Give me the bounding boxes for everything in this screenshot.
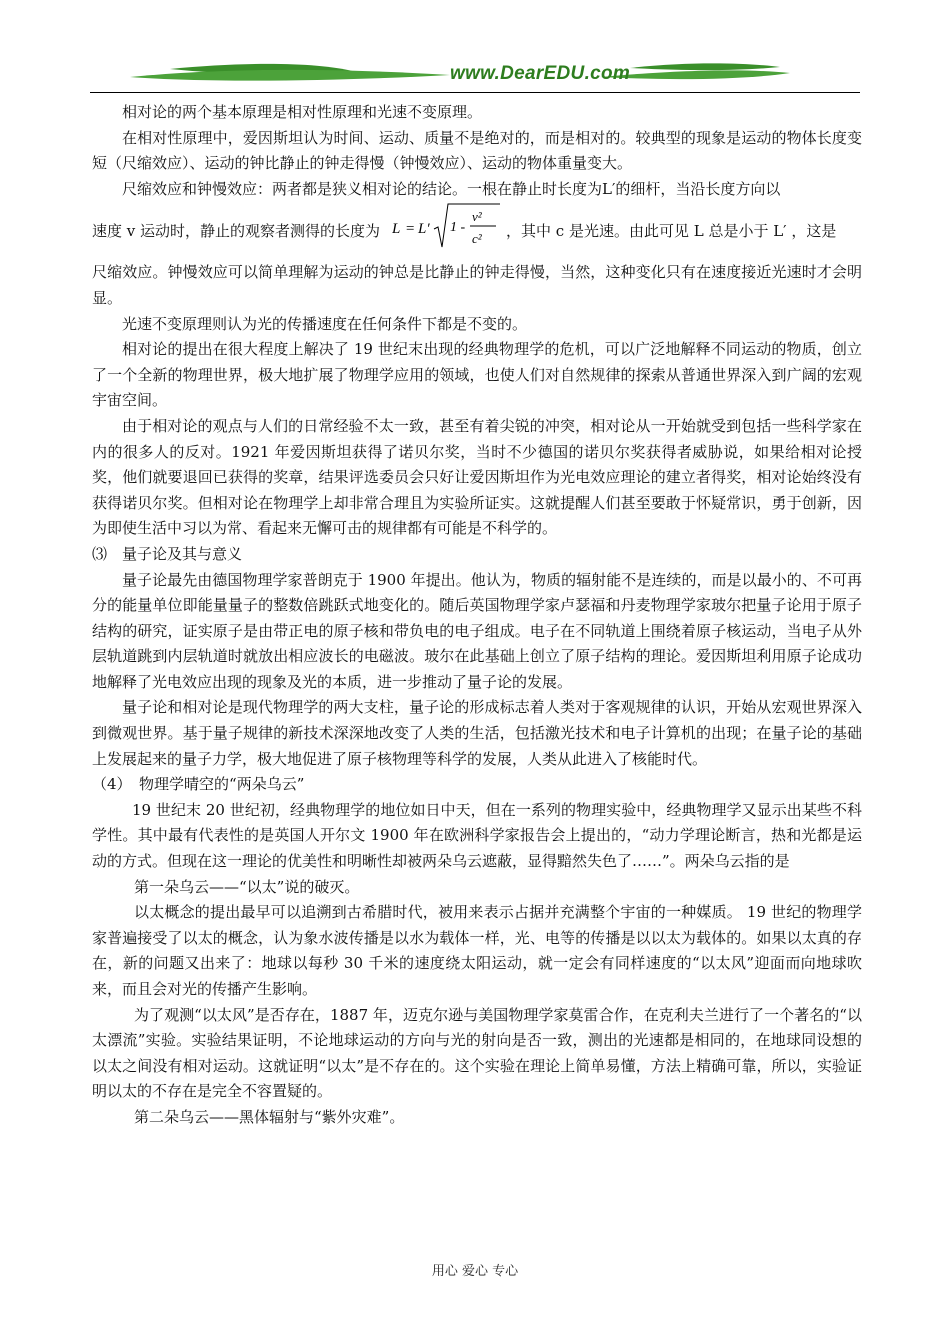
formula-trail-text: ，其中 c 是光速。由此可见 L 总是小于 L′ ，这是: [506, 221, 837, 240]
paragraph: 为了观测“以太风”是否存在，1887 年，迈克尔逊与美国物理学家莫雷合作，在克利夫兰进行了一个著名的“以太漂流”实验。实验结果证明，不论地球运动的方向与光的射向是否一致，测出的光速都是相同的，在地球同设想的以太之间没有相对运动。这就证明“以太”是不存在的。这个实验在理论上简单易懂，方法上精确可靠，所以，实验证明以太的不存在是完全不容置疑的。: [92, 1005, 862, 1101]
subheading: 第一朵乌云——“以太”说的破灭。: [134, 877, 360, 896]
formula-numerator: v²: [472, 208, 482, 224]
page-header: [90, 55, 860, 95]
formula-line: [92, 202, 862, 260]
paragraph: 尺缩效应和钟慢效应：两者都是狭义相对论的结论。一根在静止时长度为L′的细杆，当沿长度方向以: [122, 179, 781, 198]
header-divider: [90, 92, 860, 93]
paragraph: 由于相对论的观点与人们的日常经验不太一致，甚至有着尖锐的冲突，相对论从一开始就受到包括一些科学家在内的很多人的反对。1921 年爱因斯坦获得了诺贝尔奖，当时不少德国的诺贝尔奖获得者威胁说，如果给相对论授奖，他们就要退回已获得的奖章，结果评选委员会只好让爱因斯坦作为光电效应理论的建立者得奖，相对论始终没有获得诺贝尔奖。但相对论在物理学上却非常合理且为实验所证实。这就提醒人们甚至要敢于怀疑常识，勇于创新，因为即使生活中习以为常、看起来无懈可击的规律都有可能是不科学的。: [92, 416, 862, 538]
formula-one: 1 -: [450, 219, 466, 235]
subheading: 第二朵乌云——黑体辐射与“紫外灾难”。: [134, 1107, 405, 1126]
site-logo-text[interactable]: www.DearEDU.com: [450, 63, 631, 84]
formula-lead-text: 速度 v 运动时，静止的观察者测得的长度为: [92, 221, 381, 240]
paragraph: 量子论最先由德国物理学家普朗克于 1900 年提出。他认为，物质的辐射能不是连续的，而是以最小的、不可再分的能量单位即能量量子的整数倍跳跃式地变化的。随后英国物理学家卢瑟福和丹麦物理学家玻尔把量子论用于原子结构的研究，证实原子是由带正电的原子核和带负电的电子组成。电子在不同轨道上围绕着原子核运动，当电子从外层轨道跳到内层轨道时就放出相应波长的电磁波。玻尔在此基础上创立了原子结构的理论。爱因斯坦利用原子论成功地解释了光电效应出现的现象及光的本质，进一步推动了量子论的发展。: [92, 570, 862, 691]
paragraph: 光速不变原理则认为光的传播速度在任何条件下都是不变的。: [122, 314, 528, 333]
paragraph: 相对论的提出在很大程度上解决了 19 世纪末出现的经典物理学的危机，可以广泛地解释不同运动的物质，创立了一个全新的物理世界，极大地扩展了物理学应用的领域，也使人们对自然规律的探索从普通世界深入到广阔的宏观宇宙空间。: [92, 340, 862, 410]
page-footer: 用心 爱心 专心: [431, 1264, 519, 1279]
paragraph: 相对论的两个基本原理是相对性原理和光速不变原理。: [122, 103, 483, 121]
paragraph: 19 世纪末 20 世纪初，经典物理学的地位如日中天，但在一系列的物理实验中，经典物理学又显示出某些不科学性。其中最有代表性的是英国人开尔文 1900 年在欧洲科学家报告会上提出的，“动力学理论断言，热和光都是运动的方式。但现在这一理论的优美性和明晰性却被两朵乌云遮蔽，显得黯然失色了……”。两朵乌云指的是: [92, 800, 862, 871]
formula-denominator: c²: [472, 230, 482, 246]
formula-coef: L′: [418, 220, 430, 237]
formula-lhs: L: [392, 220, 401, 237]
paragraph: 量子论和相对论是现代物理学的两大支柱，量子论的形成标志着人类对于客观规律的认识，开始从宏观世界深入到微观世界。基于量子规律的新技术深深地改变了人类的生活，包括激光技术和电子计算机的出现；在量子论的基础上发展起来的量子力学，极大地促进了原子核物理等科学的发展，人类从此进入了核能时代。: [92, 698, 862, 768]
paragraph: 以太概念的提出最早可以追溯到古希腊时代，被用来表示占据并充满整个宇宙的一种媒质。 19 世纪的物理学家普遍接受了以太的概念，认为象水波传播是以水为载体一样，光、电等的传播是以以太为载体的。如果以太真的存在，新的问题又出来了：地球以每秒 30 千米的速度绕太阳运动，就一定会有同样速度的“以太风”迎面而向地球吹来，而且会对光的传播产生影响。: [92, 903, 862, 998]
formula-eq: =: [405, 220, 416, 237]
paragraph: 在相对性原理中，爱因斯坦认为时间、运动、质量不是绝对的，而是相对的。较典型的现象是运动的物体长度变短（尺缩效应）、运动的钟比静止的钟走得慢（钟慢效应）、运动的物体重量变大。: [92, 128, 862, 173]
formula-graphic: [392, 201, 500, 253]
document-body: [92, 100, 862, 1131]
section-heading: （4） 物理学晴空的“两朵乌云”: [92, 775, 305, 794]
section-heading: ⑶ 量子论及其与意义: [92, 544, 243, 563]
length-contraction-formula: [392, 201, 500, 263]
paragraph: 尺缩效应。钟慢效应可以简单理解为运动的钟总是比静止的钟走得慢，当然，这种变化只有在速度接近光速时才会明显。: [92, 263, 862, 307]
